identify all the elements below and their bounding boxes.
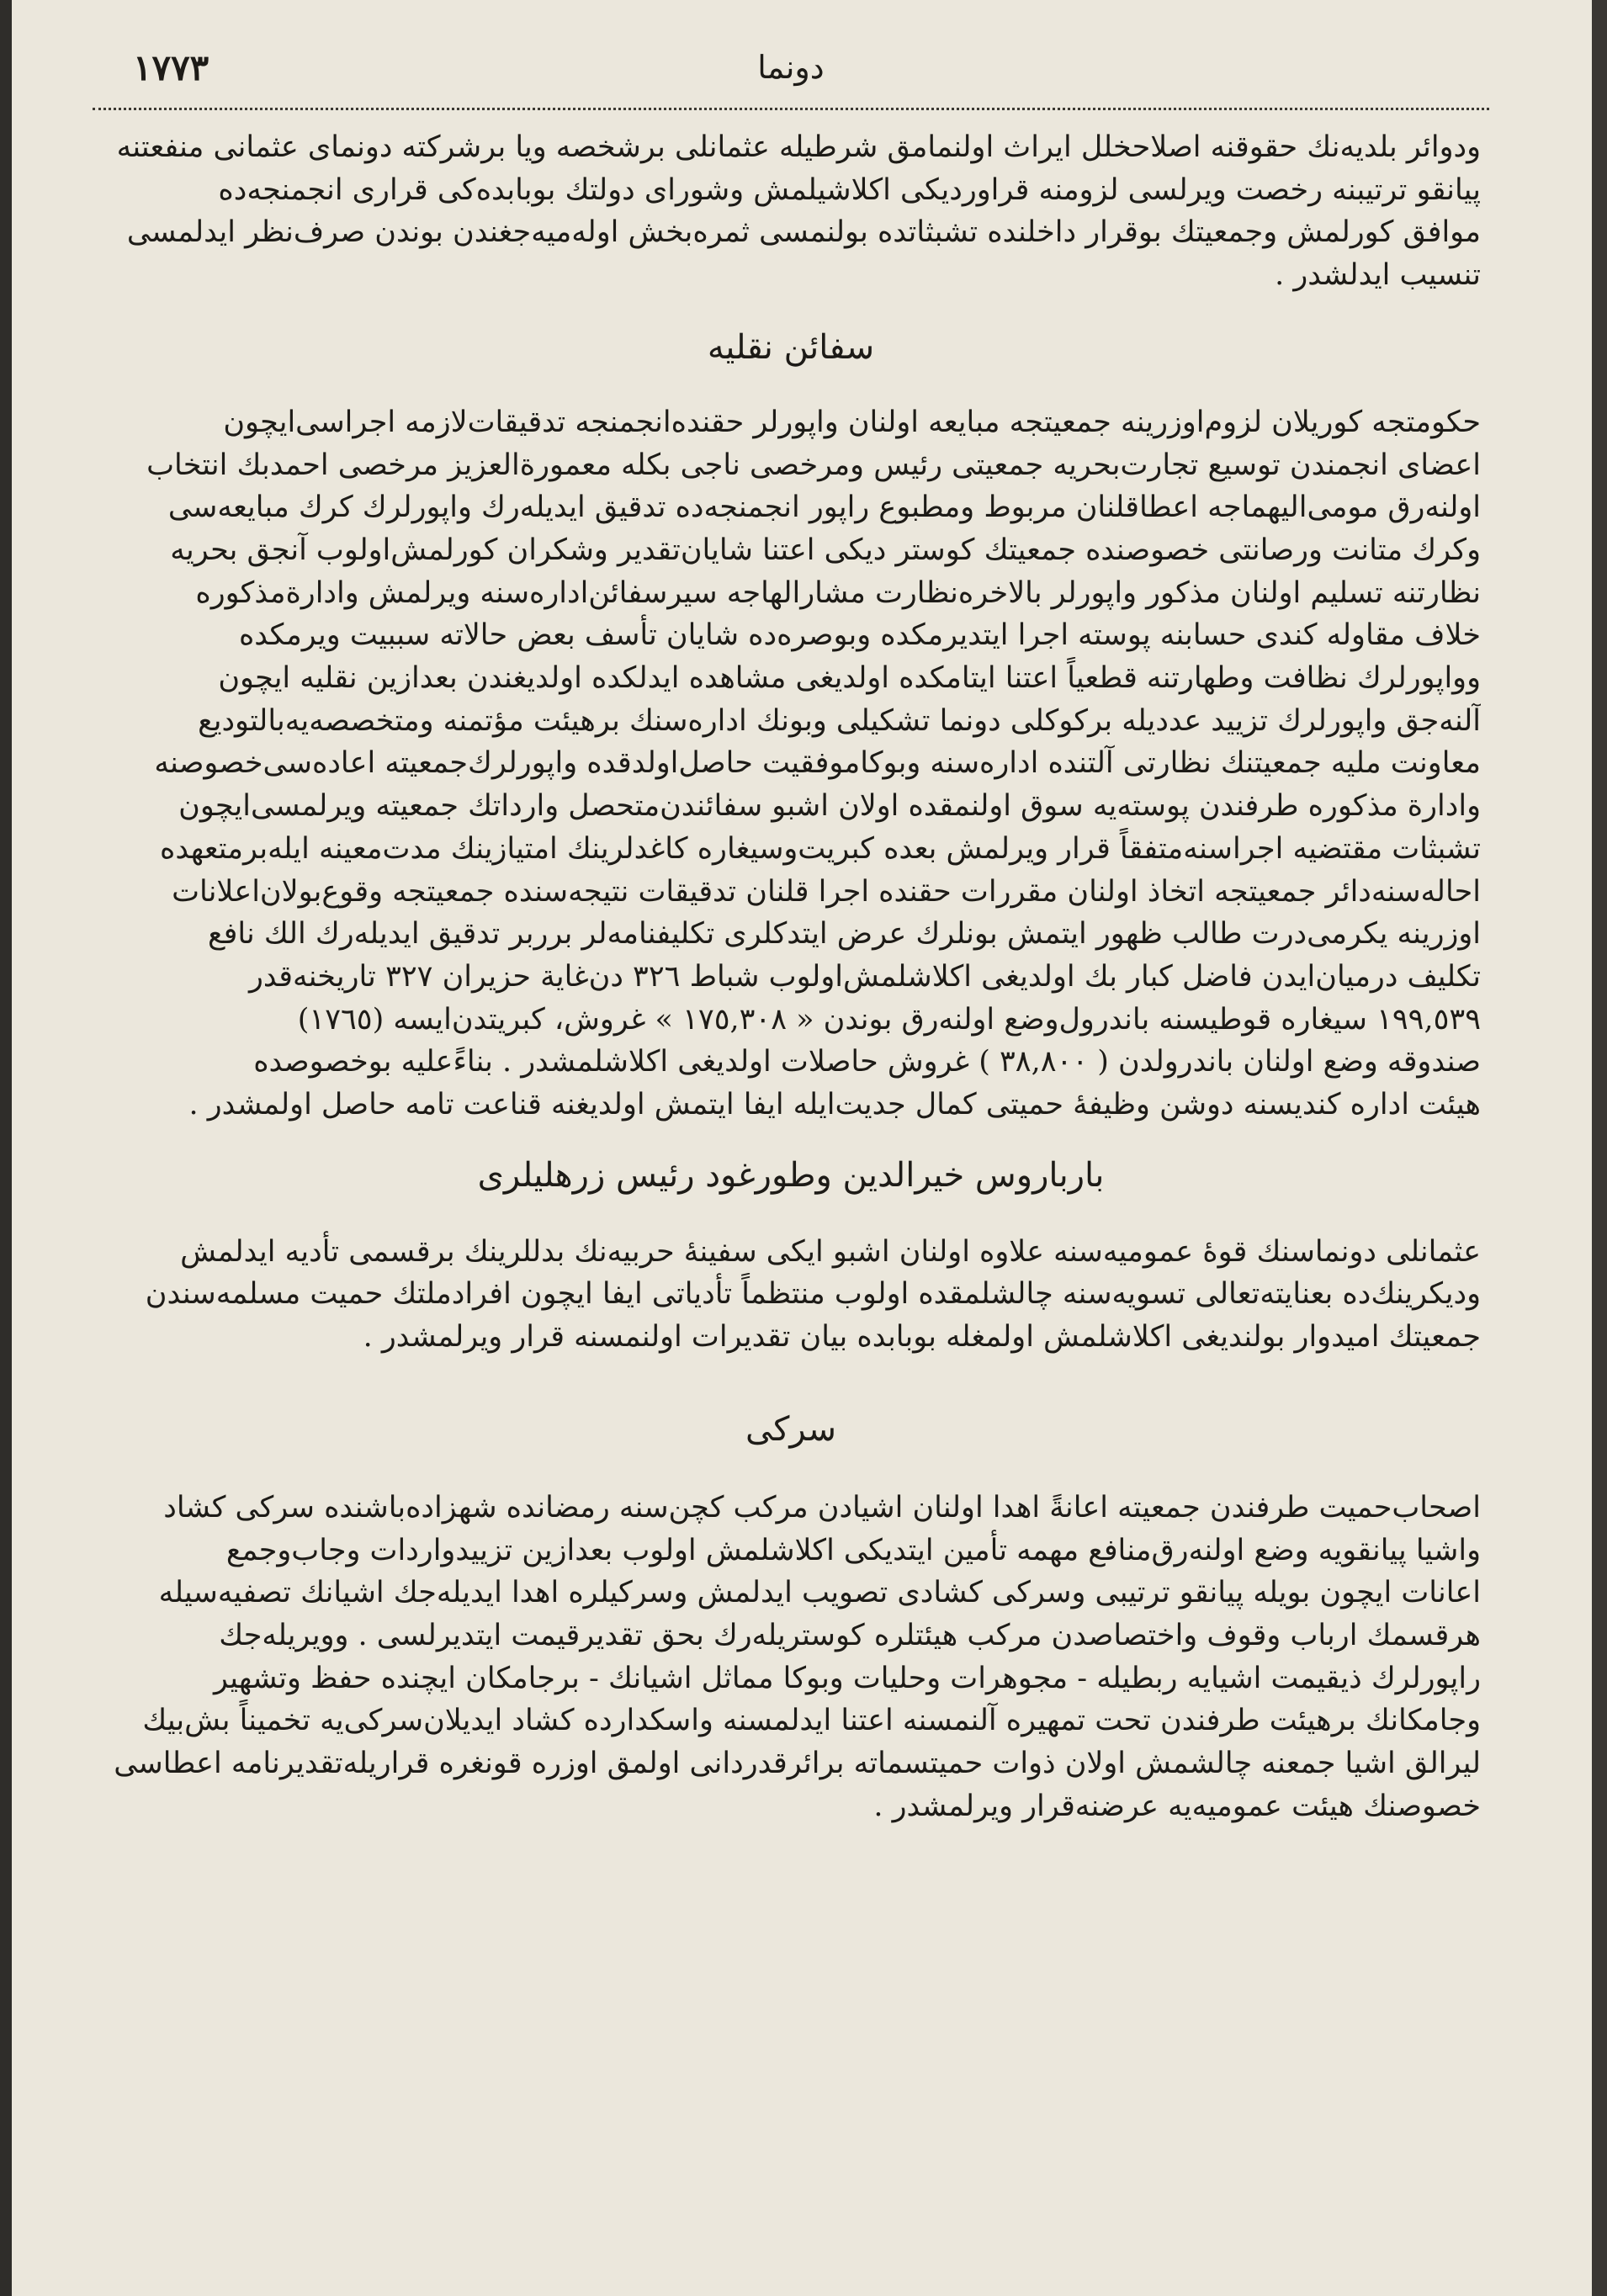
- text-line: خلاف مقاوله كندى حسابنه پوسته اجرا ايتديرمكده وبوصره‌ده شايان تأسف بعض حالاته سببيت ويرمكده: [238, 618, 1481, 653]
- scan-left-edge: [0, 0, 12, 2296]
- page-body: [101, 126, 1481, 1828]
- section-title-battleships: باربارو‌س خيرالدين وطورغود رئيس زرهليلرى: [477, 1155, 1105, 1195]
- text-line: تكليف درميان‌ايدن فاضل كبار بك اولديغى اكلاشلمش‌اولوب شباط ٣٢٦ دن‌غاية حزيران ٣٢٧ تاريخنه‌قدر: [248, 959, 1481, 994]
- text-line: هيئت اداره كنديسنه دوشن وظيفهٔ حميتى كمال جديت‌ايله ايفا ايتمش اولديغنه قناعت تامه حاصل اولمشدر .: [188, 1088, 1481, 1122]
- text-line: اعانات ايچون بويله پيانقو ترتيبى وسركى كشادى تصويب ايدلمش وسركيلره اهدا ايديله‌جك اشيانك تصفيه‌سيله: [158, 1576, 1481, 1610]
- text-line: تشبثات مقتضيه اجراسنه‌متفقاً قرار ويرلمش بعده كبريت‌وسيغاره كاغدلرينك امتيازينك مدت‌معينه ايله‌برمتعهده: [159, 831, 1481, 866]
- text-line: وادارة مذكوره طرفندن پوسته‌يه سوق اولنمقده اولان اشبو سفائندن‌متحصل وارداتك جمعيته ويرلمسى‌ايچون: [178, 789, 1481, 824]
- text-line: اصحاب‌حميت طرفندن جمعيته اعانةً اهدا اولنان اشيادن مركب كچن‌سنه رمضانده شهزاده‌باشنده سركى كشاد: [163, 1490, 1481, 1524]
- transport-ships-paragraph: [101, 401, 1481, 1127]
- text-line: صندوقه وضع اولنان باندرولدن ( ٣٨,٨٠٠ ) غروش حاصلات اولديغى اكلاشلمشدر . بناءً‌عليه بوخصوصده: [253, 1045, 1481, 1079]
- page-number: ١٧٧٣: [133, 47, 209, 88]
- text-line: وجامكانك برهيئت طرفندن تحت تمهيره آلنمسنه اعتنا ايدلمسنه واسكدارده كشاد ايديلان‌سركى‌يه تخميناً بش‌بيك: [142, 1704, 1481, 1738]
- text-line: ودوائر بلديه‌نك حقوقنه اصلاحخلل ايراث اولنمامق شرطيله عثمانلى برشخصه ويا برشركته دونماى عثمانى منفعتنه: [116, 130, 1481, 164]
- text-line: احاله‌سنه‌دائر جمعيتجه اتخاذ اولنان مقررات حقنده اجرا قلنان تدقيقات نتيجه‌سنده جمعيتجه وقوع‌بولان‌اعلانات: [172, 874, 1481, 909]
- header-divider: [93, 108, 1489, 110]
- text-line: تنسيب ايدلشدر .: [1275, 258, 1481, 293]
- text-line: موافق كورلمش وجمعيتك بوقرار داخلنده تشبثاتده بولنمسى ثمره‌بخش اوله‌ميه‌جغندن بوندن صرف‌نظر ايدلمسى: [126, 215, 1481, 250]
- text-line: واشيا پيانقويه وضع اولنه‌رق‌منافع مهمه تأمين ايتديكى اكلاشلمش اولوب بعدازين تزييدواردات وجاب‌وجمع: [225, 1533, 1481, 1567]
- text-line: خصوصنك هيئت عموميه‌يه عرضنه‌قرار ويرلمشدر .: [873, 1789, 1481, 1823]
- intro-paragraph: [101, 126, 1481, 297]
- text-line: حكومتجه كوريلان لزوم‌اوزرينه جمعيتجه مبايعه اولنان واپورلر حقنده‌انجمنجه تدقيقات‌لازمه اجراسى‌ايچون: [223, 405, 1481, 439]
- text-line: عثمانلى دونماسنك قوهٔ عموميه‌سنه علاوه اولنان اشبو ايكى سفينهٔ حربيه‌نك بدللرينك برقسمى تأديه ايدلمش: [180, 1234, 1481, 1269]
- scan-right-edge: [1592, 0, 1607, 2296]
- text-line: اعضاى انجمندن توسيع تجارت‌بحريه جمعيتى رئيس ومرخصى ناجى بكله معمورة‌العزيز مرخصى احمدبك انتخاب: [146, 448, 1481, 482]
- text-line: اولنه‌رق مومى‌اليهماجه اعطاقلنان مربوط ومطبوع راپور انجمنجه‌ده تدقيق ايديله‌رك واپورلرك كرك مبايعه‌سى: [167, 490, 1481, 525]
- text-line: معاونت مليه جمعيتنك نظارتى آلتنده اداره‌سنه وبوكاموفقيت حاصل‌اولدقده واپورلرك‌جمعيته اعاده‌سى‌خصوصنه: [154, 746, 1481, 781]
- section-title-transport-ships: سفائن نقليه: [707, 327, 875, 367]
- fair-paragraph: [101, 1487, 1481, 1828]
- text-line: هرقسمك ارباب وقوف واختصاصدن مركب هيئتلره كوستريله‌رك بحق تقديرقيمت ايتديرلسى . وويريله‌جك: [219, 1618, 1481, 1652]
- text-line: وكرك متانت ورصانتى خصوصنده جمعيتك كوستر ديكى اعتنا شايان‌تقدير وشكران كورلمش‌اولوب آنجق بحريه: [170, 533, 1481, 567]
- text-line: ١٩٩,٥٣٩ سيغاره قوطيسنه باندرول‌وضع اولنه‌رق بوندن « ١٧٥,٣٠٨ » غروش، كبريتدن‌ايسه (١٧٦٥): [297, 1002, 1481, 1037]
- text-line: جمعيتك اميدوار بولنديغى اكلاشلمش اولمغله بوبابده بيان تقديرات اولنمسنه قرار ويرلمشدر .: [363, 1320, 1481, 1355]
- page-header: [93, 40, 1489, 99]
- battleships-paragraph: [101, 1231, 1481, 1359]
- running-title: دونما: [757, 49, 825, 86]
- text-line: وديكرينك‌ده بعنايته‌تعالى تسويه‌سنه چالشلمقده اولوب منتظماً تأدياتى ايفا ايچون افرادملتك حميت مسلمه‌سندن: [145, 1277, 1481, 1312]
- section-title-fair: سركى: [745, 1409, 836, 1449]
- text-line: راپورلرك ذيقيمت اشيايه ربطيله - مجوهرات وحليات وبوكا مماثل اشيانك - برجامكان ايچنده حفظ وتشهير: [213, 1661, 1481, 1695]
- text-line: ليرالق اشيا جمعنه چالشمش اولان ذوات حميتسماته برائرقدردانى اولمق اوزره قونغره قراريله‌تقديرنامه اعطاسى: [114, 1747, 1481, 1781]
- text-line: پيانقو ترتيبنه رخصت ويرلسى لزومنه قراورديكى اكلاشيلمش وشوراى دولتك بوبابده‌كى قرارى انجمنجه‌ده: [218, 172, 1481, 207]
- text-line: آلنه‌جق واپورلرك تزييد عدديله بركوكلى دونما تشكيلى وبونك اداره‌سنك برهيئت مؤتمنه ومتخصصه‌يه‌بالتوديع: [198, 703, 1481, 738]
- text-line: وواپورلرك نظافت وطهارتنه قطعياً اعتنا ايتامكده اولديغى مشاهده ايدلكده اولديغندن بعدازين نقليه ايچون: [218, 661, 1481, 696]
- text-line: اوزرينه يكرمى‌درت طالب ظهور ايتمش بونلرك عرض ايتدكلرى تكليفنامه‌لر برربر تدقيق ايديله‌رك الك نافع: [207, 917, 1481, 952]
- text-line: نظارتنه تسليم اولنان مذكور واپورلر بالاخره‌نظارت مشارالهاجه سيرسفائن‌اداره‌سنه ويرلمش وادارة‌مذكوره: [195, 575, 1481, 610]
